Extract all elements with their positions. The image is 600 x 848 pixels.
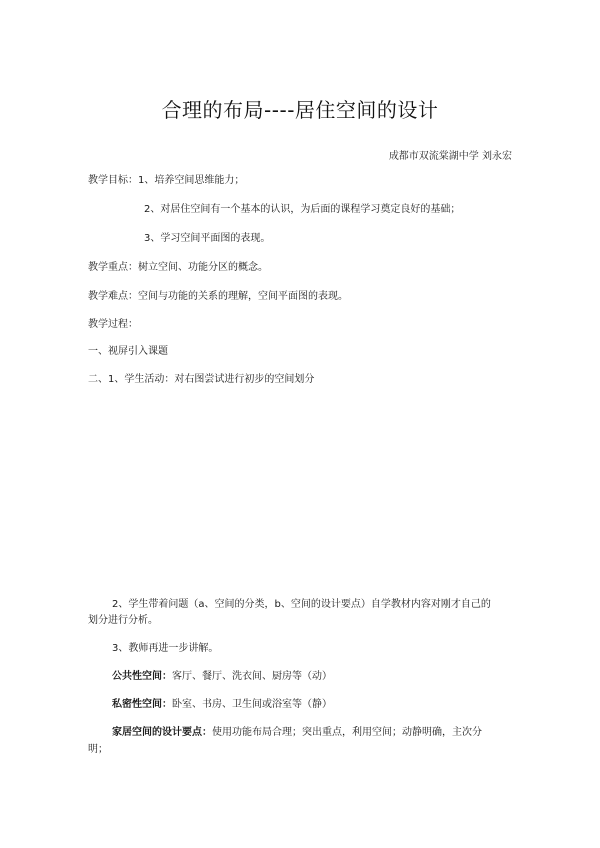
goal-2: 2、对居住空间有一个基本的认识，为后面的课程学习奠定良好的基础；: [144, 204, 461, 215]
goals-line-1: [88, 174, 244, 188]
private-space-label: 私密性空间：: [112, 699, 172, 710]
design-points-text-1: 使用功能布局合理；突出重点，利用空间；动静明确，主次分: [212, 727, 482, 738]
design-points-text-2: 明；: [88, 744, 108, 755]
goal-3: 3、学习空间平面图的表现。: [144, 233, 271, 244]
process-label: 教学过程：: [88, 319, 138, 330]
author-line: 成都市双流棠湖中学 刘永宏: [388, 151, 512, 162]
step-2-2-line-2: 划分进行分析。: [88, 615, 158, 626]
private-space-line: [112, 698, 332, 712]
difficulties: 教学难点：空间与功能的关系的理解，空间平面图的表现。: [88, 291, 348, 302]
step-2: 二、1、学生活动：对右图尝试进行初步的空间划分: [88, 374, 315, 385]
key-points: 教学重点：树立空间、功能分区的概念。: [88, 262, 268, 273]
design-points-line-1: [112, 726, 482, 740]
private-space-text: 卧室、书房、卫生间或浴室等（静）: [172, 699, 332, 710]
goal-1: 1、培养空间思维能力；: [138, 175, 245, 186]
public-space-line: [112, 670, 332, 684]
public-space-label: 公共性空间：: [112, 671, 172, 682]
design-points-label: 家居空间的设计要点：: [112, 727, 212, 738]
step-1: 一、视屏引入课题: [88, 346, 168, 357]
document-title: 合理的布局----居住空间的设计: [161, 98, 439, 122]
step-2-2-line-1: 2、学生带着问题（a、空间的分类，b、空间的设计要点）自学教材内容对刚才自己的: [112, 599, 491, 610]
goals-label: 教学目标：: [88, 175, 138, 186]
public-space-text: 客厅、餐厅、洗衣间、厨房等（动）: [172, 671, 332, 682]
step-2-3: 3、教师再进一步讲解。: [112, 643, 219, 654]
